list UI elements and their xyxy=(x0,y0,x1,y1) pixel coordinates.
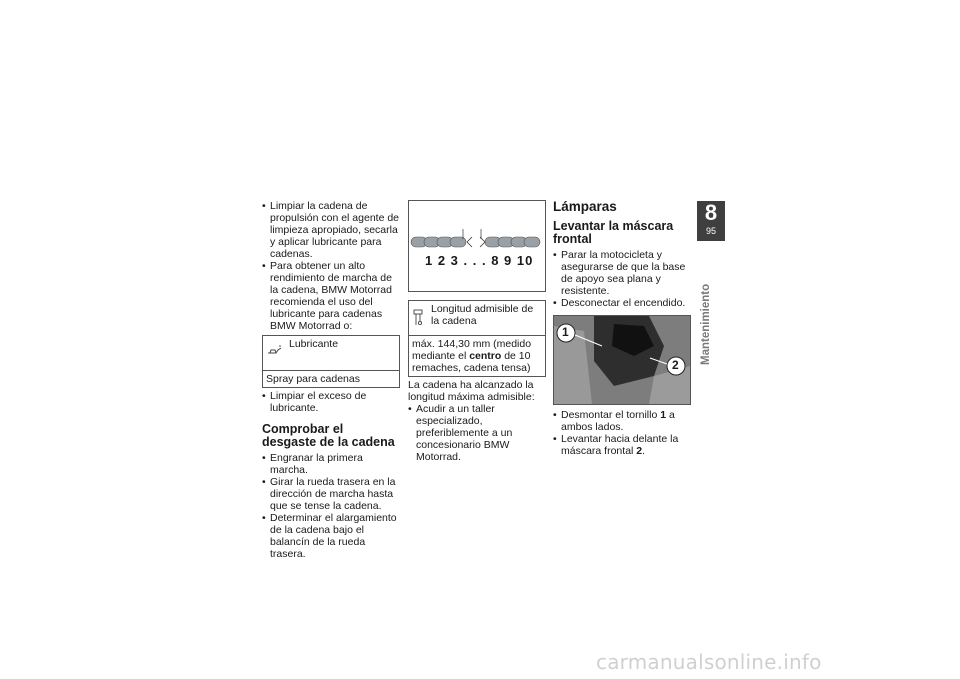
list-item: • Desconectar el encendido. xyxy=(553,297,691,309)
chain-length-header xyxy=(409,301,545,336)
chain-illustration xyxy=(409,201,545,291)
intro-list xyxy=(262,200,400,332)
list-item: • Engranar la primera marcha. xyxy=(262,452,400,476)
step-ref: 2 xyxy=(636,445,643,457)
step-text: a ambos lados. xyxy=(561,409,675,433)
list-item: • Limpiar la cadena de propulsión con el agente de limpieza apropiado, secarla y aplicar lubricante para cadenas. xyxy=(262,200,400,260)
column-left xyxy=(262,200,400,560)
chain-length-value xyxy=(409,336,545,376)
chapter-number: 8 xyxy=(704,200,718,225)
subsection-title-front-mask: Levantar la máscara frontal xyxy=(553,219,674,246)
list-item: • Girar la rueda trasera en la dirección de marcha hasta que se tense la cadena. xyxy=(262,476,400,512)
chain-length-box xyxy=(408,300,546,377)
column-right xyxy=(553,200,691,457)
workshop-list xyxy=(408,403,546,463)
step-text: Levantar hacia delante la máscara frontal xyxy=(561,433,679,457)
list-item: • Determinar el alargamiento de la cadena bajo el balancín de la rueda trasera. xyxy=(262,512,400,560)
motorcycle-front-illustration xyxy=(554,316,690,404)
value-bold: centro xyxy=(469,350,502,362)
lubricant-box xyxy=(262,335,400,388)
lubricant-value: Spray para cadenas xyxy=(266,373,360,385)
watermark: carmanualsonline.info xyxy=(596,650,822,674)
chapter-badge xyxy=(697,201,725,241)
list-item: • Limpiar el exceso de lubricante. xyxy=(262,390,400,414)
value-prefix: máx. 144,30 mm (medido mediante el xyxy=(412,338,532,362)
list-item xyxy=(553,433,691,457)
step-text: Desmontar el tornillo xyxy=(561,409,661,421)
chain-length-title: Longitud admisible de la cadena xyxy=(431,303,534,327)
chain-figure xyxy=(408,200,546,292)
removal-list xyxy=(553,409,691,457)
lubricant-box-header xyxy=(263,336,399,371)
chapter-side-label: Mantenimiento xyxy=(700,283,712,365)
chain-wear-list xyxy=(262,452,400,560)
lubricant-title: Lubricante xyxy=(289,338,339,350)
step-ref: 1 xyxy=(660,409,667,421)
preparation-list xyxy=(553,249,691,309)
max-length-text: La cadena ha alcanzado la longitud máxima admisible: xyxy=(408,379,535,403)
page-number: 95 xyxy=(705,226,716,236)
oil-can-icon xyxy=(266,338,284,360)
section-title-lamps: Lámparas xyxy=(553,199,617,214)
front-mask-photo xyxy=(553,315,691,405)
chain-rivet-labels: 1 2 3 . . . 8 9 10 xyxy=(425,253,534,268)
callout-2: 2 xyxy=(672,358,679,372)
list-item xyxy=(553,409,691,433)
list-item: • Acudir a un taller especializado, preferiblemente a un concesionario BMW Motorrad. xyxy=(408,403,546,463)
after-list xyxy=(262,390,400,414)
value-suffix: de 10 remaches, cadena tensa) xyxy=(412,350,531,374)
measure-icon xyxy=(412,303,426,331)
list-item: • Para obtener un alto rendimiento de marcha de la cadena, BMW Motorrad recomienda el uso del lubricante para cadenas BMW Motorrad o: xyxy=(262,260,400,332)
callout-1: 1 xyxy=(562,325,569,339)
list-item: • Parar la motocicleta y asegurarse de que la base de apoyo sea plana y resistente. xyxy=(553,249,691,297)
section-title-chain-wear: Comprobar el desgaste de la cadena xyxy=(262,422,395,449)
step-text: . xyxy=(642,445,646,457)
column-middle xyxy=(408,200,546,463)
